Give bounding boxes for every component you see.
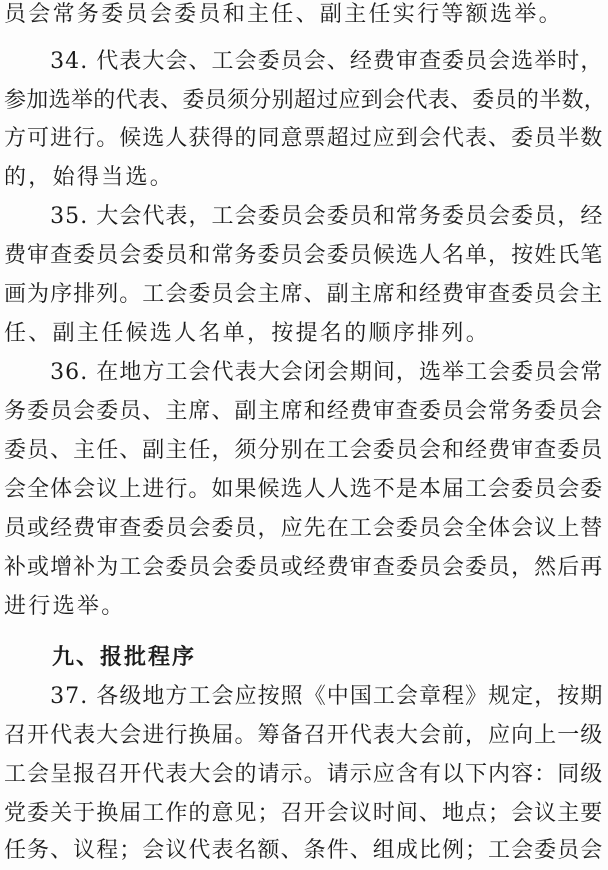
text-line: 进行选举。	[4, 594, 126, 619]
text-line: 35. 大会代表，工会委员会委员和常务委员会委员，经	[4, 204, 604, 229]
text-line: 任、副主任候选人名单，按提名的顺序排列。	[4, 321, 491, 346]
text-line: 的，始得当选。	[4, 165, 175, 190]
text-line: 参加选举的代表、委员须分别超过应到会代表、委员的半数，	[4, 88, 607, 113]
text-line: 方可进行。候选人获得的同意票超过应到会代表、委员半数	[4, 126, 604, 151]
section-heading: 九、报批程序	[4, 645, 197, 670]
text-line: 召开代表大会进行换届。筹备召开代表大会前，应向上一级	[4, 723, 604, 748]
text-line: 画为序排列。工会委员会主席、副主席和经费审查委员会主	[4, 282, 604, 307]
text-line: 务委员会委员、主席、副主席和经费审查委员会常务委员会	[4, 399, 604, 424]
text-line: 员或经费审查委员会委员，应先在工会委员会全体会议上替	[4, 516, 604, 541]
text-line: 任务、议程；会议代表名额、条件、组成比例；工会委员会	[4, 838, 604, 863]
text-line: 会全体会议上进行。如果候选人人选不是本届工会委员会委	[4, 477, 604, 502]
text-line: 委员、主任、副主任，须分别在工会委员会和经费审查委员	[4, 438, 604, 463]
text-line: 37. 各级地方工会应按照《中国工会章程》规定，按期	[4, 684, 604, 709]
text-line: 34. 代表大会、工会委员会、经费审查委员会选举时，	[4, 49, 604, 74]
text-line: 工会呈报召开代表大会的请示。请示应含有以下内容：同级	[4, 762, 604, 787]
text-line: 补或增补为工会委员会委员或经费审查委员会委员，然后再	[4, 555, 604, 580]
text-line: 员会常务委员会委员和主任、副主任实行等额选举。	[4, 2, 563, 27]
text-line: 费审查委员会委员和常务委员会委员候选人名单，按姓氏笔	[4, 243, 604, 268]
text-line: 36. 在地方工会代表大会闭会期间，选举工会委员会常	[4, 360, 604, 385]
text-line: 党委关于换届工作的意见；召开会议时间、地点；会议主要	[4, 801, 604, 826]
